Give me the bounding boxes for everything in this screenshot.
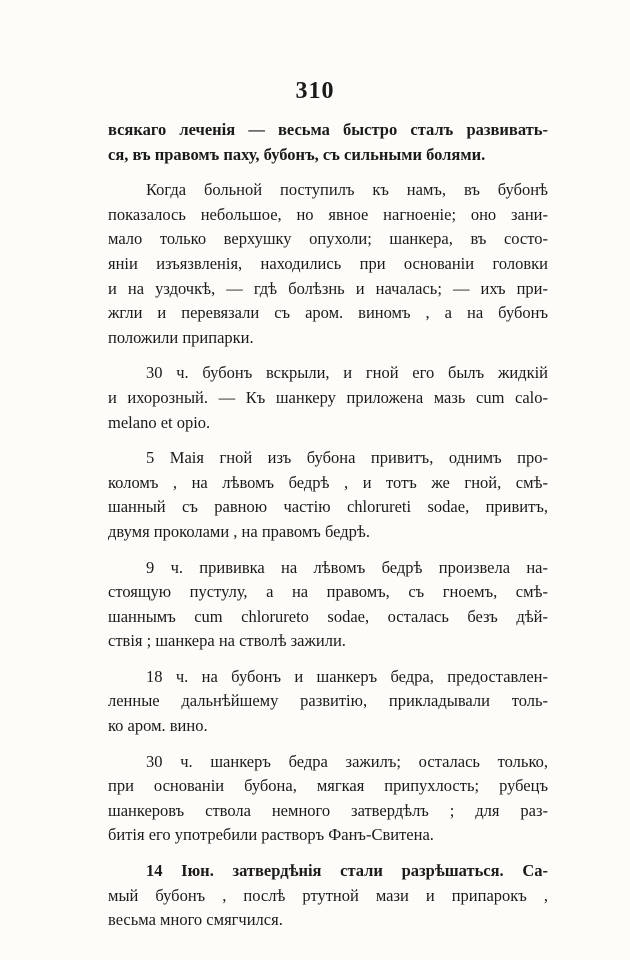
text-line: ко аром. вино. [108,716,208,736]
text-line: мало только верхушку опухоли; шанкера, въ состо- [108,229,548,249]
text-line: двумя проколами , на правомъ бедрѣ. [108,521,370,541]
paragraph [108,750,548,848]
text-line: при основаніи бубона, мягкая припухлость; рубецъ [108,776,548,796]
text-line: 9 ч. прививка на лѣвомъ бедрѣ произвела на- [146,557,548,577]
text-line: 30 ч. бубонъ вскрыли, и гной его былъ жидкій [146,363,548,383]
text-line: положили припарки. [108,327,254,347]
text-line: шаннымъ cum chlorureto sodae, осталась безъ дѣй- [108,606,548,626]
text-line: 5 Маія гной изъ бубона привитъ, однимъ про- [146,448,548,468]
text-line: шанкеровъ ствола немного затвердѣлъ ; для раз- [108,800,548,820]
text-line: melano et opio. [108,412,211,432]
paragraph [108,446,548,544]
text-line: весьма много смягчился. [108,910,283,930]
text-line: и ихорозный. — Къ шанкеру приложена мазь cum calo- [108,387,548,407]
text-line: показалось небольшое, но явное нагноеніе; оно зани- [108,204,548,224]
page-number: 310 [295,78,335,104]
text-line: 18 ч. на бубонъ и шанкеръ бедра, предоставлен- [146,666,548,686]
text-line: 30 ч. шанкеръ бедра зажилъ; осталась только, [146,751,548,771]
text-line: и на уздочкѣ, — гдѣ болѣзнь и началась; — ихъ при- [108,278,548,298]
text-line: ствія ; шанкера на стволѣ зажили. [108,631,346,651]
paragraph [108,361,548,435]
text-line: ся, въ правомъ паху, бубонъ, съ сильными болями. [108,144,486,164]
paragraph [108,178,548,350]
paragraph [108,665,548,739]
text-line: жгли и перевязали съ аром. виномъ , а на бубонъ [108,303,548,323]
text-line: мый бубонъ , послѣ ртутной мази и припарокъ , [108,885,548,905]
text-line: стоящую пустулу, а на правомъ, съ гноемъ, смѣ- [108,582,548,602]
text-line: шанный съ равною частію chlorureti sodae, привитъ, [108,497,548,517]
body-text [108,118,548,944]
text-line: Когда больной поступилъ къ намъ, въ бубонѣ [146,180,548,200]
paragraph [108,859,548,933]
paragraph-continuation [108,118,548,167]
text-line: ленные дальнѣйшему развитію, прикладывали толь- [108,691,548,711]
text-line: яніи изъязвленія, находились при основаніи головки [108,253,548,273]
text-line: 14 Іюн. затвердѣнія стали разрѣшаться. Са- [146,861,548,881]
paragraph [108,556,548,654]
text-line: коломъ , на лѣвомъ бедрѣ , и тотъ же гной, смѣ- [108,472,548,492]
text-line: битія его употребили растворъ Фанъ-Свитена. [108,825,434,845]
text-line: всякаго леченія — весьма быстро сталъ развивать- [108,120,548,139]
